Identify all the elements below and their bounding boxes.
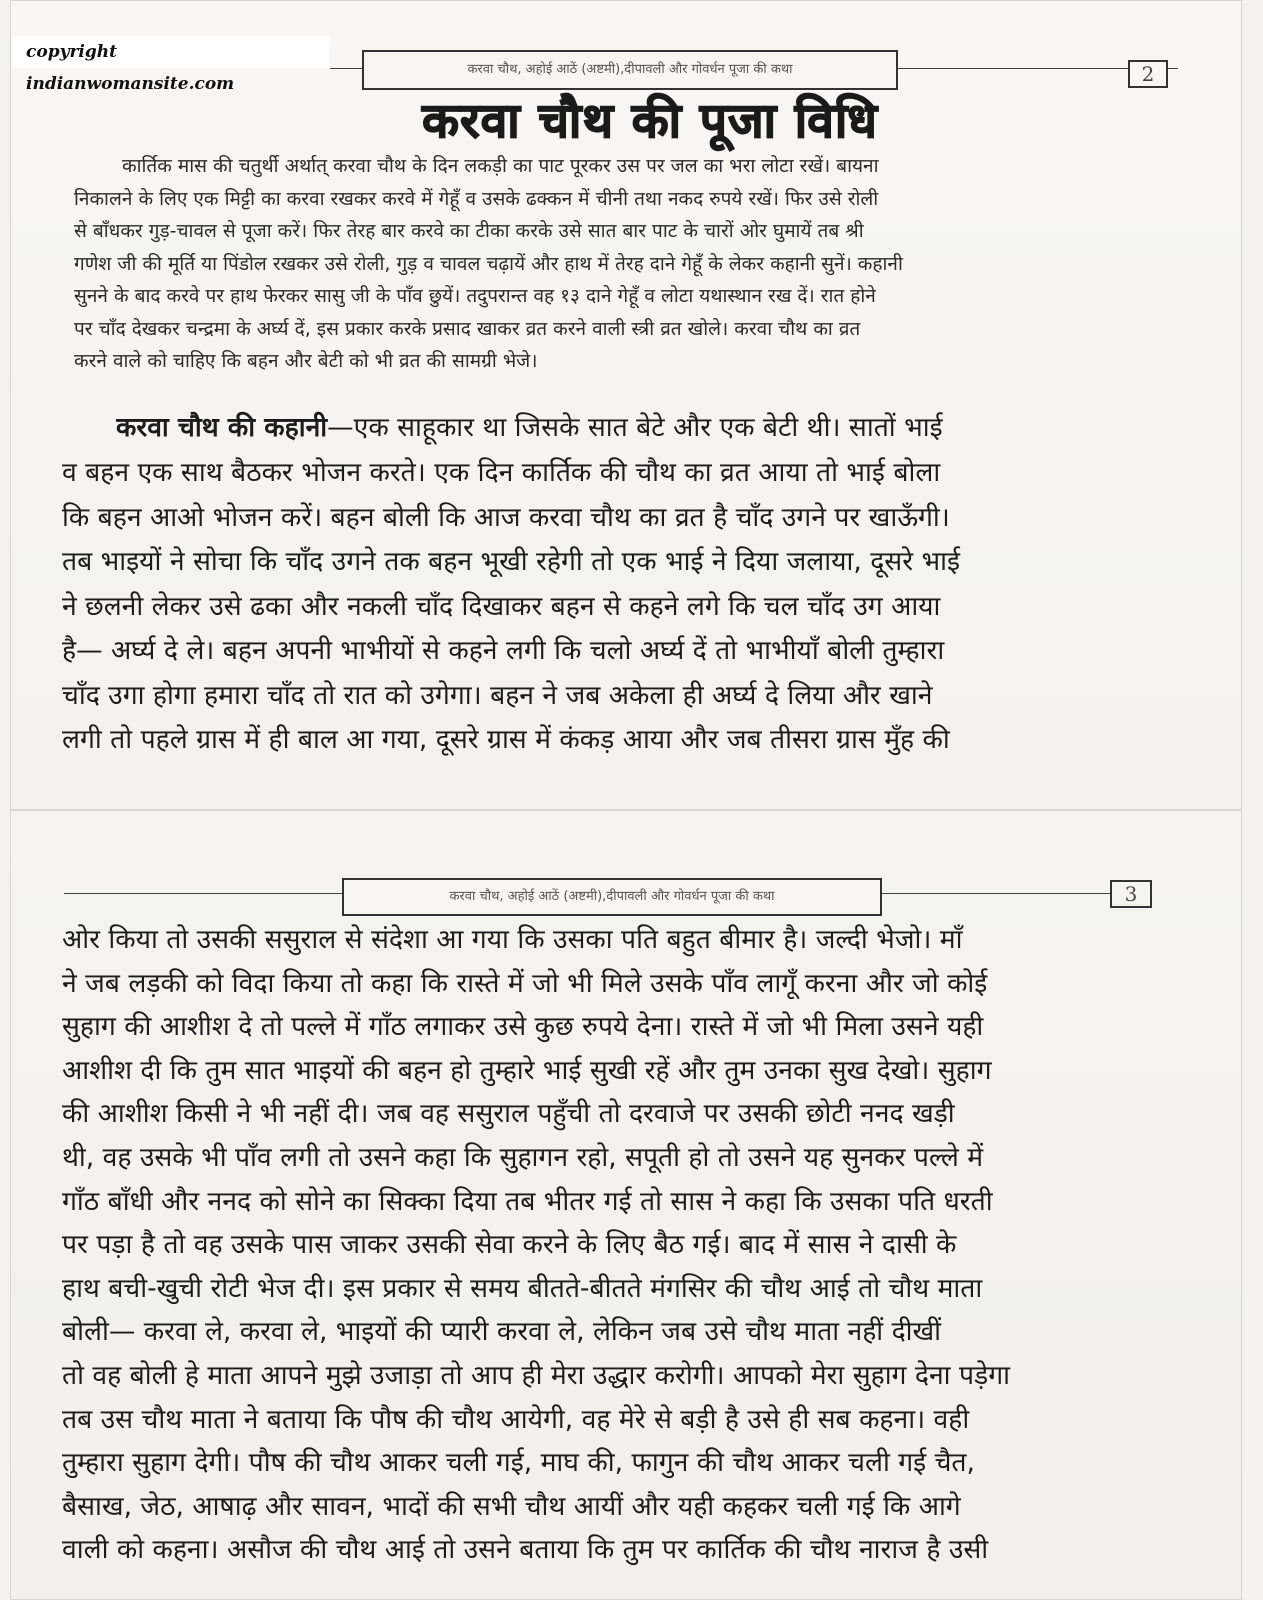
- text-line: ओर किया तो उसकी ससुराल से संदेशा आ गया कि उसका पति बहुत बीमार है। जल्दी भेजो। माँ: [62, 924, 963, 955]
- text-line: तब भाइयों ने सोचा कि चाँद उगने तक बहन भूखी रहेगी तो एक भाई ने दिया जलाया, दूसरे भाई: [62, 546, 960, 577]
- page-title: करवा चौथ की पूजा विधि: [422, 93, 878, 149]
- text-line: ने छलनी लेकर उसे ढका और नकली चाँद दिखाकर बहन से कहने लगे कि चल चाँद उग आया: [62, 590, 941, 622]
- page-header-top: करवा चौथ, अहोई आठें (अष्टमी),दीपावली और गोवर्धन पूजा की कथा: [362, 50, 898, 90]
- copyright-label: copyright indianwomansite.com: [12, 36, 330, 68]
- text-line: तुम्हारा सुहाग देगी। पौष की चौथ आकर चली गई, माघ की, फागुन की चौथ आकर चली गई चैत,: [62, 1447, 975, 1479]
- text-line: थी, वह उसके भी पाँव लगी तो उसने कहा कि सुहागन रहो, सपूती हो तो उसने यह सुनकर पल्ले में: [62, 1142, 984, 1173]
- text-line: आशीश दी कि तुम सात भाइयों की बहन हो तुम्हारे भाई सुखी रहें और तुम उनका सुख देखो। सुहाग: [62, 1054, 992, 1086]
- page-number-bottom: 3: [1110, 880, 1152, 908]
- text-line: निकालने के लिए एक मिट्टी का करवा रखकर करवे में गेहूँ व उसके ढक्कन में चीनी तथा नकद रुपये रखें। फिर उसे रोली: [74, 187, 879, 210]
- story-heading: करवा चौथ की कहानी: [116, 412, 328, 443]
- text-line: ने जब लड़की को विदा किया तो कहा कि रास्ते में जो भी मिले उसके पाँव लागूँ करना और जो कोई: [62, 967, 988, 999]
- text-line: लगी तो पहले ग्रास में ही बाल आ गया, दूसरे ग्रास में कंकड़ आया और जब तीसरा ग्रास मुँह की: [62, 724, 950, 755]
- text-line: सुनने के बाद करवे पर हाथ फेरकर सासु जी के पाँव छुयें। तदुपरान्त वह १३ दाने गेहूँ व लोटा यथास्थान रख दें। रात होने: [74, 285, 876, 307]
- text-line: कि बहन आओ भोजन करें। बहन बोली कि आज करवा चौथ का व्रत है चाँद उगने पर खाऊँगी।: [62, 501, 950, 533]
- text-line: वाली को कहना। असौज की चौथ आई तो उसने बताया कि तुम पर कार्तिक की चौथ नाराज है उसी: [62, 1534, 989, 1566]
- page-header-bottom: करवा चौथ, अहोई आठें (अष्टमी),दीपावली और गोवर्धन पूजा की कथा: [342, 878, 882, 916]
- text-line: सुहाग की आशीश दे तो पल्ले में गाँठ लगाकर उसे कुछ रुपये देना। रास्ते में जो भी मिला उसने यही: [62, 1011, 984, 1043]
- text-line: है— अर्घ्य दे ले। बहन अपनी भाभीयों से कहने लगी कि चलो अर्घ्य दें तो भाभीयाँ बोली तुम्हारा: [62, 635, 945, 666]
- header-rule-left: [330, 68, 362, 69]
- text-line: कार्तिक मास की चतुर्थी अर्थात् करवा चौथ के दिन लकड़ी का पाट पूरकर उस पर जल का भरा लोटा रखें। बायना: [122, 155, 879, 177]
- text-line: व बहन एक साथ बैठकर भोजन करते। एक दिन कार्तिक की चौथ का व्रत आया तो भाई बोला: [62, 457, 941, 488]
- story-first-line: [116, 406, 1176, 450]
- text-line: पर पड़ा है तो वह उसके पास जाकर उसकी सेवा करने के लिए बैठ गई। बाद में सास ने दासी के: [62, 1229, 957, 1261]
- page-number-top: 2: [1128, 60, 1168, 88]
- header-rule-right-bottom: [882, 893, 1110, 894]
- text-line: की आशीश किसी ने भी नहीं दी। जब वह ससुराल पहुँची तो दरवाजे पर उसकी छोटी ननद खड़ी: [62, 1098, 955, 1130]
- header-rule-end: [1168, 68, 1178, 69]
- text-line: पर चाँद देखकर चन्द्रमा के अर्घ्य दें, इस प्रकार करके प्रसाद खाकर व्रत करने वाली स्त्री व्रत खोले। करवा चौथ का व्रत: [74, 317, 861, 340]
- text-line: गाँठ बाँधी और ननद को सोने का सिक्का दिया तब भीतर गई तो सास ने कहा कि उसका पति धरती: [62, 1185, 993, 1217]
- text-line: हाथ बची-खुची रोटी भेज दी। इस प्रकार से समय बीतते-बीतते मंगसिर की चौथ आई तो चौथ माता: [62, 1272, 983, 1304]
- text-line: बैसाख, जेठ, आषाढ़ और सावन, भादों की सभी चौथ आयीं और यही कहकर चली गई कि आगे: [62, 1490, 961, 1522]
- header-rule-left-bottom: [64, 893, 342, 894]
- text-line: से बाँधकर गुड़-चावल से पूजा करें। फिर तेरह बार करवे का टीका करके उसे सात बार पाट के चारों ओर घुमायें तब श्री: [74, 220, 864, 242]
- text-line: गणेश जी की मूर्ति या पिंडोल रखकर उसे रोली, गुड़ व चावल चढ़ायें और हाथ में तेरह दाने गेहूँ के लेकर कहानी सुनें। कहानी: [74, 252, 903, 275]
- text-line: करने वाले को चाहिए कि बहन और बेटी को भी व्रत की सामग्री भेजे।: [74, 350, 538, 372]
- text-line: बोली— करवा ले, करवा ले, भाइयों की प्यारी करवा ले, लेकिन जब उसे चौथ माता नहीं दीखीं: [62, 1316, 942, 1348]
- text-line: चाँद उगा होगा हमारा चाँद तो रात को उगेगा। बहन ने जब अकेला ही अर्घ्य दे लिया और खाने: [62, 679, 933, 711]
- text-line: तब उस चौथ माता ने बताया कि पौष की चौथ आयेगी, वह मेरे से बड़ी है उसे ही सब कहना। वही: [62, 1403, 970, 1435]
- header-rule-right: [898, 68, 1128, 69]
- story-first-line-text: —एक साहूकार था जिसके सात बेटे और एक बेटी थी। सातों भाई: [327, 412, 943, 443]
- text-line: तो वह बोली हे माता आपने मुझे उजाड़ा तो आप ही मेरा उद्धार करोगी। आपको मेरा सुहाग देना पड़ेगा: [62, 1360, 1010, 1391]
